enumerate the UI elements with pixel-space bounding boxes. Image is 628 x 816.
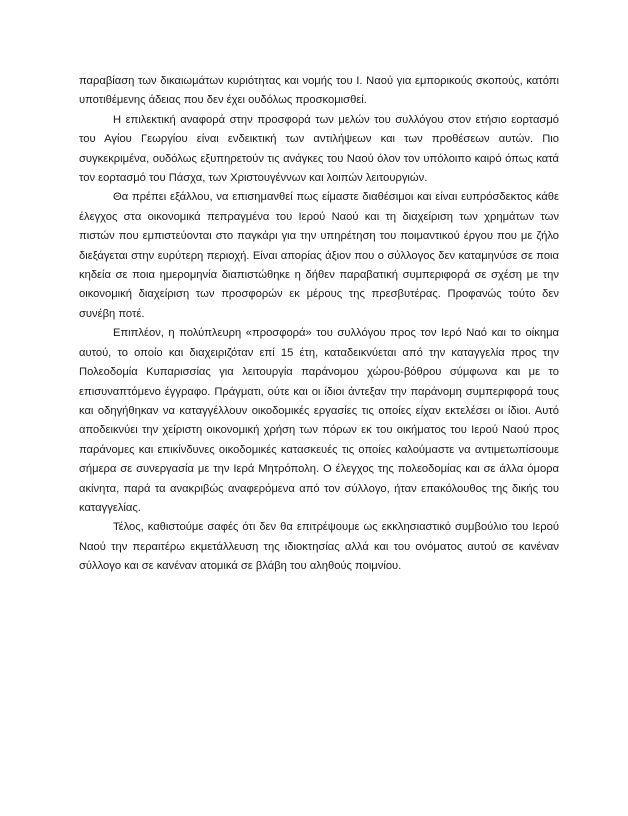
paragraph-selective-reference: Η επιλεκτική αναφορά στην προσφορά των μελών του συλλόγου στον ετήσιο εορτασμό του Αγίου Γεωργίου είναι ενδεικτική των αντιλήψεων και των προθέσεων αυτών. Πιο συγκεκριμένα, ουδόλως εξυπηρετούν τις ανάγκες του Ναού όλον τον υπόλοιπο καιρό όπως κατά τον εορτασμό του Πάσχα, των Χριστουγέννων και λοιπών λειτουργιών. — [79, 113, 559, 185]
paragraph-planning-complaint: Επιπλέον, η πολύπλευρη «προσφορά» του συλλόγου προς τον Ιερό Ναό και το οίκημα αυτού, το οποίο και διαχειριζόταν επί 15 έτη, καταδεικνύεται από την καταγγελία προς την Πολεοδομία Κυπαρισσίας για λειτουργία παράνομου χώρου-βόθρου σύμφωνα και με το επισυναπτόμενο έγγραφο. Πράγματι, ούτε και οι ίδιοι άντεξαν την παράνομη συμπεριφορά τους και οδηγήθηκαν να καταγγέλλουν οικοδομικές εργασίες τις οποίες είχαν εκτελέσει οι ίδιοι. Αυτό αποδεικνύει την χείριστη οικονομική χρήση των πόρων εκ του οικήματος του Ιερού Ναού προς παράνομες και επικίνδυνες οικοδομικές κατασκευές τις οποίες καλούμαστε να αντιμετωπίσουμε σήμερα σε συνεργασία με την Ιερά Μητρόπολη. Ο έλεγχος της πολεοδομίας και σε άλλα όμορα ακίνητα, παρά τα ανακριβώς αναφερόμενα από τον σύλλογο, ήταν επακόλουθος της δικής του καταγγελίας. — [79, 327, 559, 514]
paragraph-conclusion: Τέλος, καθιστούμε σαφές ότι δεν θα επιτρέψουμε ως εκκλησιαστικό συμβούλιο του Ιερού Ναού την περαιτέρω εκμετάλλευση της ιδιοκτησίας αλλά και του ονόματος αυτού σε κανέναν σύλλογο και σε κανέναν ατομικά σε βλάβη του αληθούς ποιμνίου. — [79, 521, 559, 573]
document-body — [79, 72, 559, 577]
paragraph-continuation: παραβίαση των δικαιωμάτων κυριότητας και νομής του Ι. Ναού για εμπορικούς σκοπούς, κατόπι υποτιθέμενης άδειας που δεν έχει ουδόλως προσκομισθεί. — [79, 75, 559, 107]
paragraph-financial-audit: Θα πρέπει εξάλλου, να επισημανθεί πως είμαστε διαθέσιμοι και είναι ευπρόσδεκτος κάθε έλεγχος στα οικονομικά πεπραγμένα του Ιερού Ναού και τη διαχείριση των χρημάτων των πιστών που εμπιστεύονται στο παγκάρι για την υπηρέτηση του ποιμαντικού έργου που με ζήλο διεξάγεται στην ευρύτερη περιοχή. Είναι απορίας άξιον που ο σύλλογος δεν καταμηνύσε σε ποια κηδεία σε ποια ημερομηνία διαπιστώθηκε η δήθεν παραβατική συμπεριφορά σε σχέση με την οικονομική διαχείριση των προσφορών εκ μέρους της πρεσβυτέρας. Προφανώς τούτο δεν συνέβη ποτέ. — [79, 191, 559, 320]
